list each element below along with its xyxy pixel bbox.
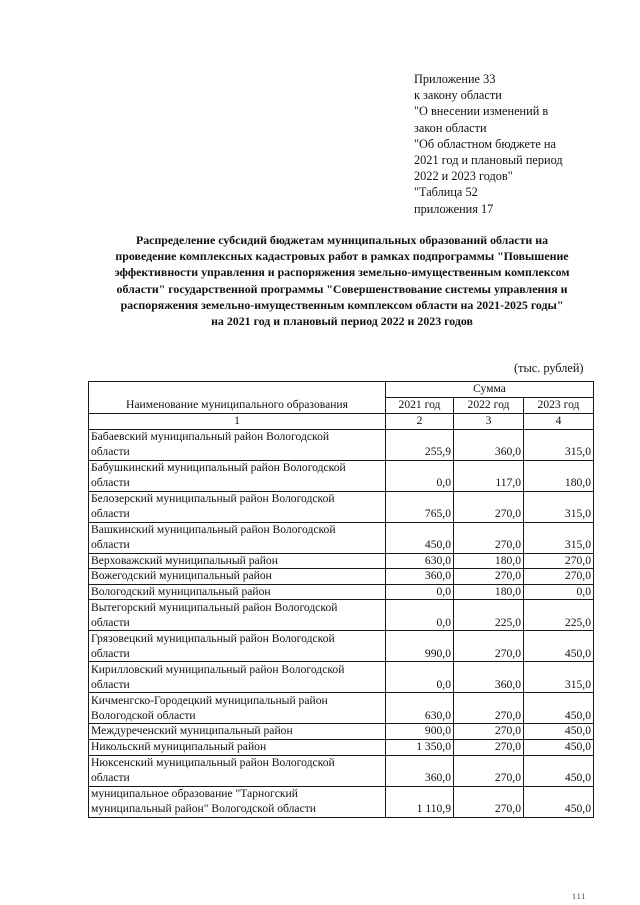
municipality-name-line: области [91,538,130,551]
appendix-line: к закону области [414,88,502,103]
municipality-name-line: Междуреченский муниципальный район [91,724,293,738]
col-number-cell: 1 [89,414,386,430]
appendix-line: 2021 год и плановый период [414,153,563,168]
amount-cell-2023: 270,0 [524,553,594,569]
amount-cell-2022: 225,0 [454,600,524,631]
appendix-line: приложения 17 [414,201,494,216]
municipality-name-line: Верховажский муниципальный район [91,553,278,567]
amount-cell-2022: 360,0 [454,429,524,460]
amount-cell-2023: 450,0 [524,786,594,817]
amount-cell-2021: 765,0 [386,491,454,522]
municipality-name-line: Бабаевский муниципальный район Вологодской [91,430,330,444]
municipality-name-line: Кичменгско-Городецкий муниципальный район [91,694,328,708]
municipality-name-line: Бабушкинский муниципальный район Вологодской [91,461,346,475]
header-year-2022: 2022 год [454,398,524,414]
table-row [89,724,594,740]
municipality-name-line: области [91,476,130,489]
table-row [89,569,594,585]
amount-cell-2023: 450,0 [524,755,594,786]
municipality-name-cell [89,739,386,755]
amount-cell-2021: 0,0 [386,460,454,491]
col-number-cell: 2 [386,414,454,430]
municipality-name-line: Грязовецкий муниципальный район Вологодской [91,632,335,646]
table-row [89,460,594,491]
table-row [89,522,594,553]
amount-cell-2022: 270,0 [454,755,524,786]
table-row [89,553,594,569]
municipality-name-cell [89,522,386,553]
municipality-name-line: Никольский муниципальный район [91,739,267,753]
table-row [89,584,594,600]
title-line: Распределение субсидий бюджетам муниципальных образований области на [135,233,549,247]
amount-cell-2022: 270,0 [454,569,524,585]
amount-cell-2022: 270,0 [454,786,524,817]
municipality-name-cell [89,755,386,786]
header-name-cell: Наименование муниципального образования [89,382,386,414]
table-row [89,739,594,755]
municipality-name-line: муниципальный район" Вологодской области [91,801,316,815]
amount-cell-2023: 315,0 [524,429,594,460]
municipality-name-line: области [91,615,130,629]
amount-cell-2022: 117,0 [454,460,524,491]
amount-cell-2023: 450,0 [524,693,594,724]
subsidy-table [88,381,594,818]
amount-cell-2021: 255,9 [386,429,454,460]
amount-cell-2022: 270,0 [454,522,524,553]
municipality-name-cell [89,693,386,724]
municipality-name-line: области [91,646,130,660]
appendix-line: "Об областном бюджете на [414,136,556,151]
page-mark: 111 [572,892,587,901]
appendix-line: "Таблица 52 [414,185,478,200]
amount-cell-2022: 270,0 [454,739,524,755]
municipality-name-cell [89,631,386,662]
municipality-name-cell [89,724,386,740]
amount-cell-2023: 450,0 [524,631,594,662]
table-row [89,491,594,522]
municipality-name-line: области [91,507,130,520]
title-line: области" государственной программы "Совершенствование системы управления и [116,281,568,296]
amount-cell-2021: 450,0 [386,522,454,553]
table-row [89,429,594,460]
amount-cell-2023: 315,0 [524,662,594,693]
municipality-name-line: Белозерский муниципальный район Вологодской [91,492,335,506]
col-number-cell: 4 [524,414,594,430]
table-row [89,755,594,786]
amount-cell-2023: 180,0 [524,460,594,491]
appendix-block [414,71,624,217]
col-number-cell: 3 [454,414,524,430]
municipality-name-cell [89,662,386,693]
municipality-name-line: Вытегорский муниципальный район Вологодской [91,601,338,615]
municipality-name-line: Вашкинский муниципальный район Вологодской [91,523,336,537]
table-row [89,631,594,662]
header-sum-cell: Сумма [386,382,594,398]
amount-cell-2022: 360,0 [454,662,524,693]
municipality-name-line: области [91,677,130,691]
municipality-name-line: области [91,770,130,784]
amount-cell-2021: 0,0 [386,662,454,693]
amount-cell-2021: 900,0 [386,724,454,740]
appendix-line: 2022 и 2023 годов" [414,169,513,184]
municipality-name-line: области [91,445,130,458]
municipality-name-cell [89,786,386,817]
title-line: на 2021 год и плановый период 2022 и 2023 годов [211,314,473,329]
amount-cell-2023: 315,0 [524,491,594,522]
municipality-name-cell [89,460,386,491]
amount-cell-2023: 0,0 [524,584,594,600]
document-title [78,232,606,329]
municipality-name-line: Нюксенский муниципальный район Вологодской [91,756,335,770]
amount-cell-2023: 315,0 [524,522,594,553]
municipality-name-line: муниципальное образование "Тарногский [91,787,298,801]
amount-cell-2022: 180,0 [454,584,524,600]
municipality-name-line: Вологодский муниципальный район [91,584,271,598]
amount-cell-2023: 450,0 [524,739,594,755]
amount-cell-2021: 1 110,9 [386,786,454,817]
units-label: (тыс. рублей) [514,361,584,375]
table-row [89,600,594,631]
table-row [89,786,594,817]
amount-cell-2021: 0,0 [386,600,454,631]
amount-cell-2021: 630,0 [386,553,454,569]
amount-cell-2022: 270,0 [454,724,524,740]
municipality-name-cell [89,491,386,522]
amount-cell-2021: 360,0 [386,755,454,786]
amount-cell-2023: 225,0 [524,600,594,631]
amount-cell-2022: 270,0 [454,631,524,662]
municipality-name-line: Вожегодский муниципальный район [91,569,272,583]
header-year-2023: 2023 год [524,398,594,414]
amount-cell-2022: 270,0 [454,491,524,522]
municipality-name-line: Вологодской области [91,708,196,722]
municipality-name-cell [89,553,386,569]
appendix-line: Приложение 33 [414,72,496,86]
appendix-line: закон области [414,120,487,135]
table-row [89,693,594,724]
municipality-name-cell [89,569,386,585]
amount-cell-2023: 450,0 [524,724,594,740]
amount-cell-2022: 180,0 [454,553,524,569]
municipality-name-line: Кирилловский муниципальный район Вологодской [91,663,345,677]
amount-cell-2021: 1 350,0 [386,739,454,755]
amount-cell-2022: 270,0 [454,693,524,724]
municipality-name-cell [89,584,386,600]
municipality-name-cell [89,600,386,631]
title-line: эффективности управления и распоряжения земельно-имущественным комплексом [114,265,570,280]
amount-cell-2021: 0,0 [386,584,454,600]
appendix-line: "О внесении изменений в [414,104,549,119]
municipality-name-cell [89,429,386,460]
title-line: распоряжения земельно-имущественным комплексом области на 2021-2025 годы" [120,297,564,312]
title-line: проведение комплексных кадастровых работ в рамках подпрограммы "Повышение [115,249,569,264]
table-row [89,662,594,693]
amount-cell-2023: 270,0 [524,569,594,585]
header-year-2021: 2021 год [386,398,454,414]
amount-cell-2021: 630,0 [386,693,454,724]
amount-cell-2021: 360,0 [386,569,454,585]
amount-cell-2021: 990,0 [386,631,454,662]
